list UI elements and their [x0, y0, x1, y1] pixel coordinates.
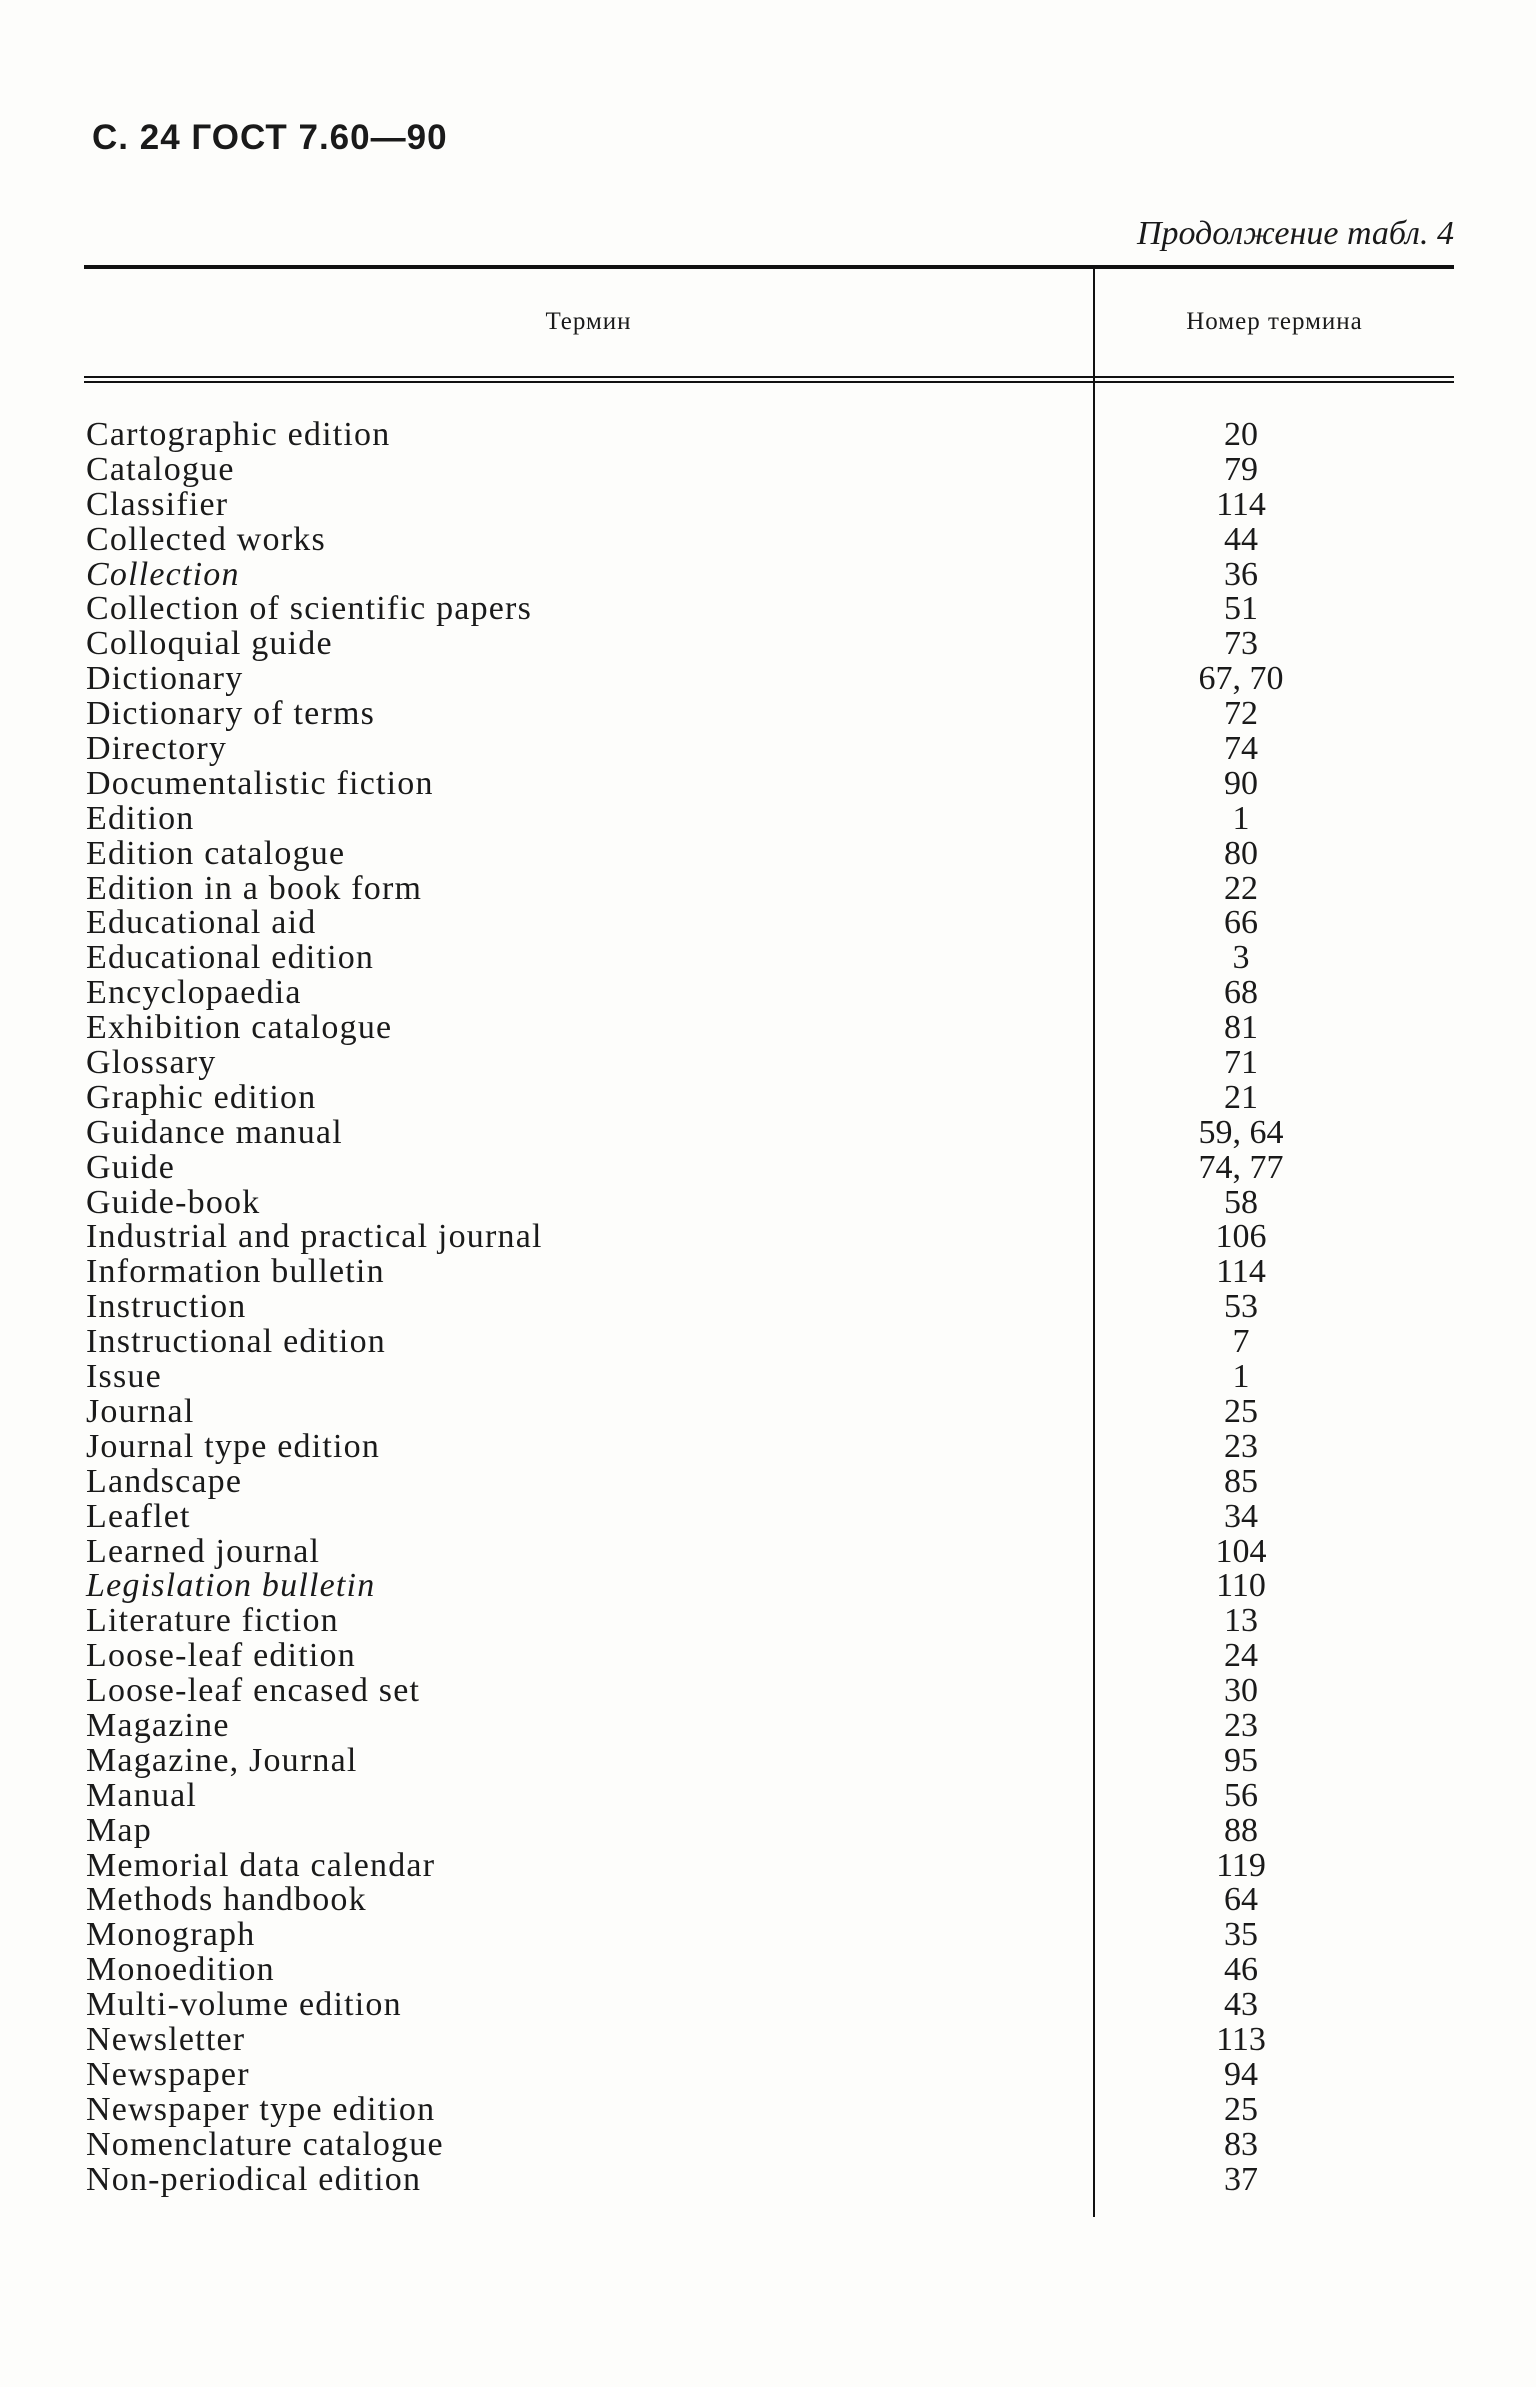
page-header: С. 24 ГОСТ 7.60—90 — [92, 118, 448, 157]
term-cell: Memorial data calendar — [86, 1846, 436, 1884]
table-row — [84, 450, 1454, 488]
term-number-cell: 64 — [1224, 1881, 1258, 1919]
term-cell: Journal type edition — [86, 1427, 381, 1465]
term-number-cell: 34 — [1224, 1497, 1258, 1535]
table-row — [84, 2090, 1454, 2128]
term-number-cell: 23 — [1224, 1427, 1258, 1465]
table-row — [84, 1011, 1454, 1046]
term-cell: Cartographic edition — [86, 416, 391, 453]
term-cell: Non-periodical edition — [86, 2160, 422, 2198]
term-cell: Methods handbook — [86, 1881, 367, 1919]
table-body — [84, 418, 1454, 2197]
term-cell: Newspaper — [86, 2055, 250, 2093]
term-number-cell: 106 — [1215, 1218, 1267, 1256]
term-cell: Educational aid — [86, 904, 317, 942]
term-number-cell: 7 — [1232, 1323, 1250, 1361]
table-row — [84, 520, 1454, 558]
table-row — [84, 627, 1454, 662]
term-cell: Classifier — [86, 485, 229, 523]
term-cell: Guidance manual — [86, 1113, 343, 1151]
term-number-cell: 44 — [1224, 520, 1258, 558]
term-number-cell: 85 — [1224, 1462, 1258, 1500]
term-cell: Guide-book — [86, 1183, 261, 1221]
table-row — [84, 1918, 1454, 1953]
term-number-cell: 95 — [1224, 1741, 1258, 1779]
table-row — [84, 1392, 1454, 1430]
table-header-double-rule — [84, 376, 1454, 383]
table-row — [84, 1988, 1454, 2023]
table-row — [84, 732, 1454, 767]
term-number-cell: 43 — [1224, 1986, 1258, 2024]
term-number-cell: 74 — [1224, 730, 1258, 768]
table-row — [84, 834, 1454, 872]
term-number-cell: 51 — [1224, 590, 1258, 628]
term-cell: Nomenclature catalogue — [86, 2125, 444, 2163]
term-number-cell: 71 — [1224, 1044, 1258, 1082]
table-row — [84, 1883, 1454, 1918]
term-number-cell: 22 — [1224, 869, 1258, 907]
term-number-cell: 56 — [1224, 1776, 1258, 1814]
term-cell: Encyclopaedia — [86, 974, 302, 1012]
term-cell: Industrial and practical journal — [86, 1218, 543, 1256]
term-cell: Monoedition — [86, 1951, 275, 1989]
table-row — [84, 764, 1454, 802]
table-row — [84, 1360, 1454, 1395]
term-cell: Learned journal — [86, 1532, 321, 1570]
term-cell: Edition — [86, 799, 195, 837]
table-row — [84, 662, 1454, 697]
term-cell: Instruction — [86, 1288, 247, 1326]
term-number-cell: 53 — [1224, 1288, 1258, 1326]
term-number-cell: 88 — [1224, 1811, 1258, 1849]
table-row — [84, 1183, 1454, 1221]
table-row — [84, 1953, 1454, 1988]
term-cell: Newsletter — [86, 2020, 246, 2058]
table-row — [84, 1674, 1454, 1709]
term-number-cell: 104 — [1215, 1532, 1267, 1570]
term-number-cell: 114 — [1216, 485, 1266, 523]
table-row — [84, 1532, 1454, 1570]
term-number-cell: 67, 70 — [1198, 660, 1284, 698]
term-cell: Literature fiction — [86, 1602, 339, 1640]
table-row — [84, 1078, 1454, 1116]
term-cell: Guide — [86, 1148, 176, 1186]
column-header-term: Термин — [545, 308, 632, 335]
term-cell: Information bulletin — [86, 1253, 385, 1291]
term-cell: Loose-leaf encased set — [86, 1672, 421, 1710]
term-cell: Landscape — [86, 1462, 243, 1500]
table-row — [84, 1604, 1454, 1639]
table-row — [84, 555, 1454, 593]
term-number-cell: 13 — [1224, 1602, 1258, 1640]
term-cell: Manual — [86, 1776, 198, 1814]
term-cell: Dictionary of terms — [86, 695, 376, 733]
term-number-cell: 68 — [1224, 974, 1258, 1012]
term-number-cell: 90 — [1224, 764, 1258, 802]
term-number-cell: 72 — [1224, 695, 1258, 733]
term-number-cell: 113 — [1216, 2020, 1266, 2058]
table-row — [84, 2125, 1454, 2163]
table-row — [84, 1113, 1454, 1151]
term-cell: Directory — [86, 730, 228, 768]
term-cell: Graphic edition — [86, 1078, 317, 1116]
table-row — [84, 869, 1454, 907]
table-row — [84, 1706, 1454, 1744]
term-number-cell: 35 — [1224, 1916, 1258, 1954]
term-cell: Leaflet — [86, 1497, 191, 1535]
term-number-cell: 110 — [1216, 1567, 1266, 1605]
term-cell: Documentalistic fiction — [86, 764, 434, 802]
term-number-cell: 83 — [1224, 2125, 1258, 2163]
term-cell: Legislation bulletin — [86, 1567, 376, 1605]
term-number-cell: 25 — [1224, 2090, 1258, 2128]
term-number-cell: 74, 77 — [1198, 1148, 1284, 1186]
term-cell: Newspaper type edition — [86, 2090, 436, 2128]
table-row — [84, 1846, 1454, 1884]
table-row — [84, 485, 1454, 523]
term-cell: Collection — [86, 555, 240, 593]
term-cell: Edition catalogue — [86, 834, 346, 872]
table-row — [84, 1569, 1454, 1604]
term-number-cell: 58 — [1224, 1183, 1258, 1221]
column-header-term-number: Номер термина — [1186, 308, 1363, 335]
term-number-cell: 1 — [1232, 1358, 1250, 1396]
table-row — [84, 1741, 1454, 1779]
term-number-cell: 30 — [1224, 1672, 1258, 1710]
term-cell: Collected works — [86, 520, 326, 558]
table-continuation-label: Продолжение табл. 4 — [1136, 215, 1454, 252]
term-cell: Map — [86, 1811, 152, 1849]
table-row — [84, 1220, 1454, 1255]
table-row — [84, 1148, 1454, 1186]
term-cell: Exhibition catalogue — [86, 1009, 393, 1047]
table-row — [84, 418, 1454, 453]
term-number-cell: 80 — [1224, 834, 1258, 872]
term-cell: Edition in a book form — [86, 869, 423, 907]
term-cell: Instructional edition — [86, 1323, 386, 1361]
table-row — [84, 1255, 1454, 1290]
term-number-cell: 23 — [1224, 1706, 1258, 1744]
table-row — [84, 592, 1454, 627]
table-row — [84, 976, 1454, 1011]
term-cell: Journal — [86, 1392, 195, 1430]
term-number-cell: 21 — [1224, 1078, 1258, 1116]
term-number-cell: 73 — [1224, 625, 1258, 663]
term-number-cell: 36 — [1224, 555, 1258, 593]
table-top-rule — [84, 265, 1454, 269]
table-row — [84, 1046, 1454, 1081]
table-row — [84, 1290, 1454, 1325]
term-number-cell: 114 — [1216, 1253, 1266, 1291]
term-cell: Educational edition — [86, 939, 375, 977]
term-cell: Catalogue — [86, 450, 235, 488]
term-cell: Collection of scientific papers — [86, 590, 533, 628]
table-row — [84, 2160, 1454, 2198]
term-cell: Glossary — [86, 1044, 217, 1082]
term-number-cell: 25 — [1224, 1392, 1258, 1430]
term-number-cell: 24 — [1224, 1637, 1258, 1675]
term-cell: Magazine — [86, 1706, 230, 1744]
term-number-cell: 1 — [1232, 799, 1250, 837]
term-cell: Dictionary — [86, 660, 244, 698]
term-number-cell: 46 — [1224, 1951, 1258, 1989]
term-number-cell: 79 — [1224, 450, 1258, 488]
term-number-cell: 3 — [1232, 939, 1250, 977]
term-number-cell: 59, 64 — [1198, 1113, 1284, 1151]
table-row — [84, 1811, 1454, 1849]
term-cell: Colloquial guide — [86, 625, 333, 663]
table-row — [84, 1776, 1454, 1814]
table-row — [84, 1639, 1454, 1674]
table-row — [84, 1325, 1454, 1360]
table-row — [84, 2055, 1454, 2093]
table-row — [84, 799, 1454, 837]
table-row — [84, 941, 1454, 976]
table-row — [84, 906, 1454, 941]
term-cell: Magazine, Journal — [86, 1741, 358, 1779]
table-row — [84, 697, 1454, 732]
term-cell: Loose-leaf edition — [86, 1637, 356, 1675]
table-row — [84, 1462, 1454, 1500]
term-number-cell: 94 — [1224, 2055, 1258, 2093]
term-number-cell: 81 — [1224, 1009, 1258, 1047]
term-cell: Issue — [86, 1358, 162, 1396]
term-cell: Monograph — [86, 1916, 256, 1954]
term-number-cell: 66 — [1224, 904, 1258, 942]
term-number-cell: 119 — [1216, 1846, 1266, 1884]
term-number-cell: 20 — [1224, 416, 1258, 453]
table-row — [84, 1497, 1454, 1535]
term-number-cell: 37 — [1224, 2160, 1258, 2198]
term-cell: Multi-volume edition — [86, 1986, 402, 2024]
table-row — [84, 2020, 1454, 2058]
table-row — [84, 1427, 1454, 1465]
